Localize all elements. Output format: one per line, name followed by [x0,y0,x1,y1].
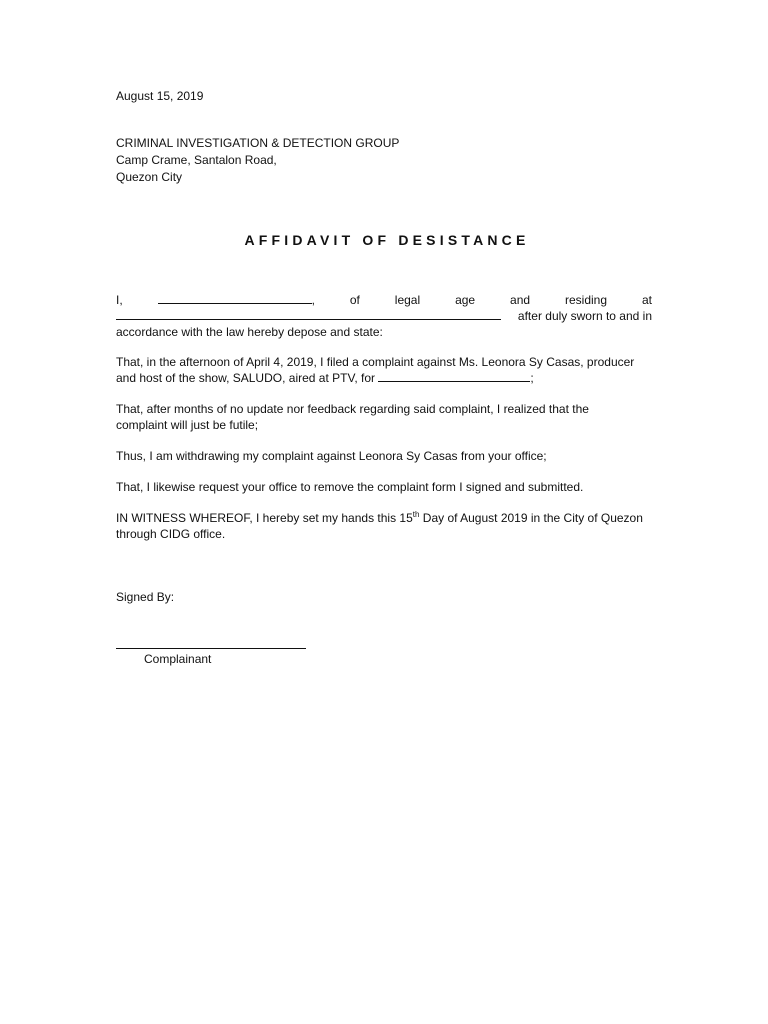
complaint-line-1: That, in the afternoon of April 4, 2019, I filed a complaint against Ms. Leonora Sy Casas, producer [116,355,635,369]
intro-word-of: of [349,293,360,307]
signature-line[interactable] [116,648,306,649]
intro-line-1 [116,292,652,308]
witness-text-start: IN WITNESS WHEREOF, I hereby set my hands this 15 [116,511,413,525]
intro-word-residing: residing [564,293,608,307]
witness-line-1 [116,510,652,526]
intro-word-legal: legal [394,293,421,307]
recipient-address-city: Quezon City [116,170,183,184]
intro-line-2 [116,308,652,324]
intro-word-i: I, [116,293,123,307]
signed-by-label: Signed By: [116,590,175,604]
complainant-label: Complainant [144,652,212,666]
futile-line-1: That, after months of no update nor feedback regarding said complaint, I realized that the [116,402,589,416]
recipient-name: CRIMINAL INVESTIGATION & DETECTION GROUP [116,136,400,150]
request-paragraph: That, I likewise request your office to remove the complaint form I signed and submitted. [116,480,584,494]
address-blank[interactable] [116,308,501,320]
name-field[interactable] [158,292,315,308]
witness-ordinal-suffix: th [412,510,420,519]
futile-paragraph [116,401,652,433]
complaint-paragraph [116,354,652,386]
letter-date: August 15, 2019 [116,89,204,103]
recipient-address-street: Camp Crame, Santalon Road, [116,153,277,167]
complaint-line-2 [116,370,652,386]
intro-paragraph [116,292,652,340]
witness-paragraph [116,510,652,542]
document-title: AFFIDAVIT OF DESISTANCE [244,232,530,248]
futile-line-2: complaint will just be futile; [116,418,259,432]
intro-word-and: and [510,293,531,307]
complaint-line-2-text: and host of the show, SALUDO, aired at PTV, for [116,371,376,385]
intro-word-age: age [455,293,476,307]
witness-text-end: Day of August 2019 in the City of Quezon [419,511,643,525]
intro-line-3: accordance with the law hereby depose and state: [116,325,383,339]
intro-comma: , [311,293,315,307]
intro-after-blank: after duly sworn to and in [517,309,652,323]
withdraw-paragraph: Thus, I am withdrawing my complaint against Leonora Sy Casas from your office; [116,449,547,463]
witness-line-2: through CIDG office. [116,527,226,541]
name-blank [158,292,312,304]
offense-blank[interactable] [378,370,530,382]
complaint-semicolon: ; [530,371,534,385]
intro-word-at: at [641,293,652,307]
